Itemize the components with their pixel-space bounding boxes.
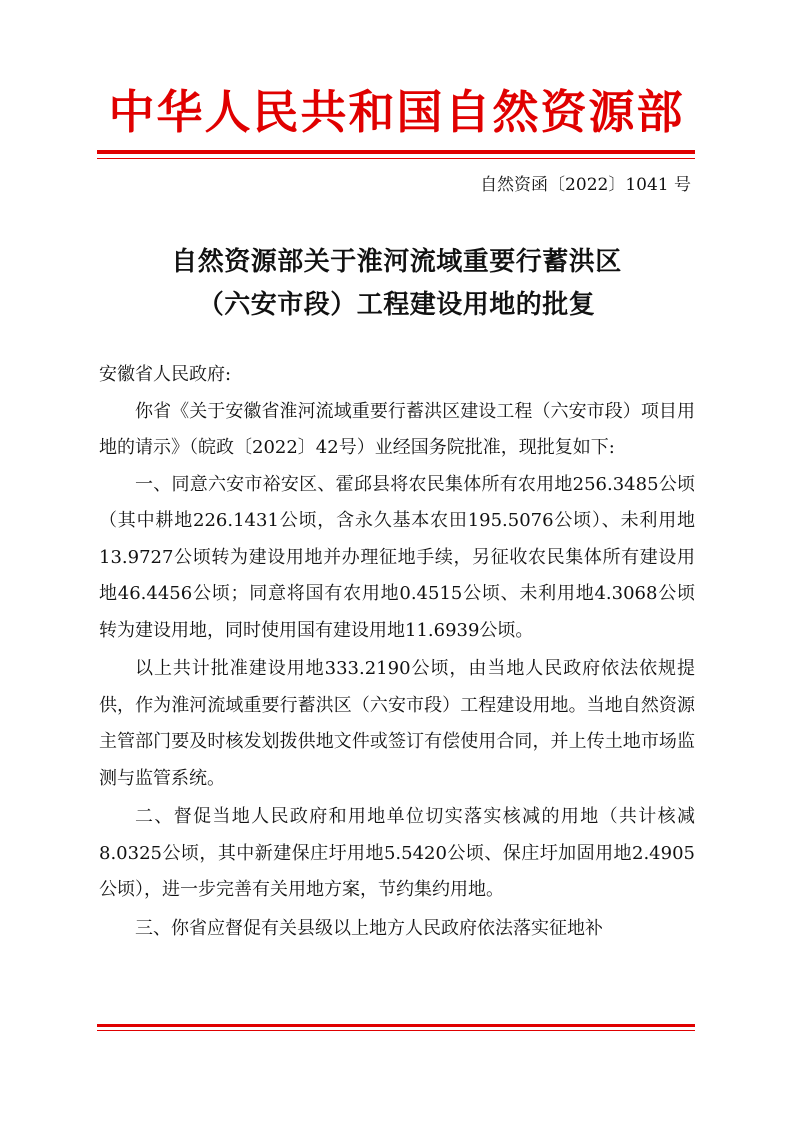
paragraph-item-two: 二、督促当地人民政府和用地单位切实落实核减的用地（共计核减8.0325公顷，其中新建保庄圩用地5.5420公顷、保庄圩加固用地2.4905公顷），进一步完善有关用地方案，节约集约用地。: [99, 806, 695, 900]
paragraph-item-one: 一、同意六安市裕安区、霍邱县将农民集体所有农用地256.3485公顷（其中耕地226.1431公顷，含永久基本农田195.5076公顷）、未利用地13.9727公顷转为建设用地并办理征地手续，另征收农民集体所有建设用地46.4456公顷；同意将国有农用地0.4515公顷、未利用地4.3068公顷转为建设用地，同时使用国有建设用地11.6939公顷。: [99, 473, 695, 641]
document-body: [99, 357, 695, 947]
document-title-line-1: 自然资源部关于淮河流域重要行蓄洪区: [171, 247, 622, 277]
paragraph-total-approval: 以上共计批准建设用地333.2190公顷，由当地人民政府依法依规提供，作为淮河流域重要行蓄洪区（六安市段）工程建设用地。当地自然资源主管部门要及时核发划拨供地文件或签订有偿使用合同，并上传土地市场监测与监管系统。: [99, 658, 695, 789]
masthead-rule-thick: [97, 150, 695, 154]
paragraph-request: 你省《关于安徽省淮河流域重要行蓄洪区建设工程（六安市段）项目用地的请示》（皖政〔2022〕42号）业经国务院批准，现批复如下:: [99, 400, 695, 458]
salutation: 安徽省人民政府:: [99, 364, 232, 385]
footer-rule-thin: [97, 1030, 695, 1031]
footer-rule-thick: [97, 1024, 695, 1027]
document-title-line-2: （六安市段）工程建设用地的批复: [197, 290, 596, 320]
paragraph-item-three: 三、你省应督促有关县级以上地方人民政府依法落实征地补: [135, 917, 603, 939]
masthead-rule-thin: [97, 158, 695, 159]
masthead-title: 中华人民共和国自然资源部: [108, 85, 685, 139]
document-number: 自然资函〔2022〕1041 号: [480, 175, 691, 195]
